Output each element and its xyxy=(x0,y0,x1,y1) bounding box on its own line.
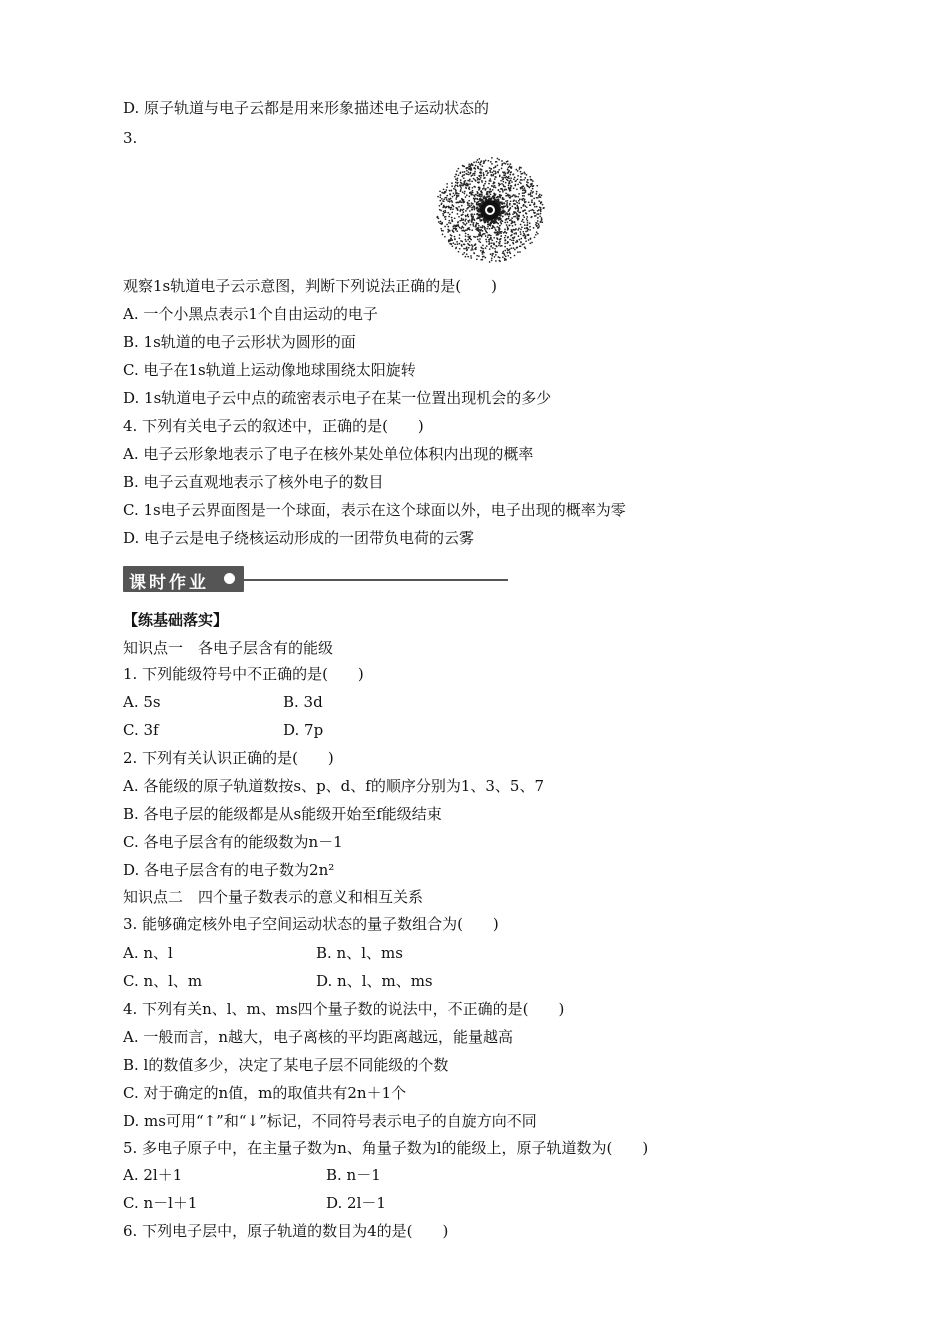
question-4-option-a: A. 电子云形象地表示了电子在核外某处单位体积内出现的概率 xyxy=(123,445,534,463)
hw-question-2-option-a: A. 各能级的原子轨道数按s、p、d、f的顺序分别为1、3、5、7 xyxy=(123,777,544,795)
hw-question-1-option-d: D. 7p xyxy=(283,721,324,739)
hw-question-4-option-c: C. 对于确定的n值，m的取值共有2n＋1个 xyxy=(123,1084,407,1102)
hw-question-4-stem: 4. 下列有关n、l、m、ms四个量子数的说法中，不正确的是( ) xyxy=(123,1000,565,1018)
hw-question-1-option-a: A. 5s xyxy=(123,693,161,711)
homework-banner xyxy=(123,565,508,593)
banner-rule xyxy=(244,579,508,581)
hw-question-2-stem: 2. 下列有关认识正确的是( ) xyxy=(123,749,334,767)
hw-question-3-option-d: D. n、l、m、ms xyxy=(316,972,433,990)
question-4-option-b: B. 电子云直观地表示了核外电子的数目 xyxy=(123,473,384,491)
question-3-number: 3. xyxy=(123,129,138,147)
hw-question-4-option-b: B. l的数值多少，决定了某电子层不同能级的个数 xyxy=(123,1056,449,1074)
hw-question-1-option-b: B. 3d xyxy=(283,693,323,711)
question-3-option-d: D. 1s轨道电子云中点的疏密表示电子在某一位置出现机会的多少 xyxy=(123,389,552,407)
banner-title: 课时作业 xyxy=(129,573,209,593)
hw-question-2-option-c: C. 各电子层含有的能级数为n－1 xyxy=(123,833,343,851)
hw-question-4-option-a: A. 一般而言，n越大，电子离核的平均距离越远，能量越高 xyxy=(123,1028,514,1046)
hw-question-5-option-a: A. 2l＋1 xyxy=(123,1166,183,1184)
question-4-option-c: C. 1s电子云界面图是一个球面，表示在这个球面以外，电子出现的概率为零 xyxy=(123,501,626,519)
hw-question-4-option-d: D. ms可用“↑”和“↓”标记，不同符号表示电子的自旋方向不同 xyxy=(123,1112,537,1130)
hw-question-5-option-d: D. 2l－1 xyxy=(326,1194,386,1212)
hw-question-3-option-b: B. n、l、ms xyxy=(316,944,403,962)
question-3-option-a: A. 一个小黑点表示1个自由运动的电子 xyxy=(123,305,378,323)
knowledge-point-2: 知识点二 四个量子数表示的意义和相互关系 xyxy=(123,888,424,906)
hw-question-3-option-a: A. n、l xyxy=(123,944,173,962)
question-4-option-d: D. 电子云是电子绕核运动形成的一团带负电荷的云雾 xyxy=(123,529,475,547)
question-3-stem: 观察1s轨道电子云示意图，判断下列说法正确的是( ) xyxy=(123,277,497,295)
banner-dot-icon xyxy=(224,573,235,584)
question-4-stem: 4. 下列有关电子云的叙述中，正确的是( ) xyxy=(123,417,424,435)
hw-question-3-stem: 3. 能够确定核外电子空间运动状态的量子数组合为( ) xyxy=(123,915,499,933)
knowledge-point-1: 知识点一 各电子层含有的能级 xyxy=(123,639,334,657)
electron-cloud-figure xyxy=(432,156,548,264)
hw-question-5-option-c: C. n－l＋1 xyxy=(123,1194,198,1212)
hw-question-5-option-b: B. n－1 xyxy=(326,1166,381,1184)
hw-question-3-option-c: C. n、l、m xyxy=(123,972,203,990)
question-3-option-b: B. 1s轨道的电子云形状为圆形的面 xyxy=(123,333,356,351)
hw-question-2-option-d: D. 各电子层含有的电子数为2n² xyxy=(123,861,335,879)
hw-question-1-option-c: C. 3f xyxy=(123,721,159,739)
hw-question-5-stem: 5. 多电子原子中，在主量子数为n、角量子数为l的能级上，原子轨道数为( ) xyxy=(123,1139,649,1157)
hw-question-2-option-b: B. 各电子层的能级都是从s能级开始至f能级结束 xyxy=(123,805,442,823)
section-header: 【练基础落实】 xyxy=(123,611,229,629)
hw-question-6-stem: 6. 下列电子层中，原子轨道的数目为4的是( ) xyxy=(123,1222,449,1240)
hw-question-1-stem: 1. 下列能级符号中不正确的是( ) xyxy=(123,665,364,683)
question-3-option-c: C. 电子在1s轨道上运动像地球围绕太阳旋转 xyxy=(123,361,416,379)
prev-question-option-d: D. 原子轨道与电子云都是用来形象描述电子运动状态的 xyxy=(123,99,490,117)
